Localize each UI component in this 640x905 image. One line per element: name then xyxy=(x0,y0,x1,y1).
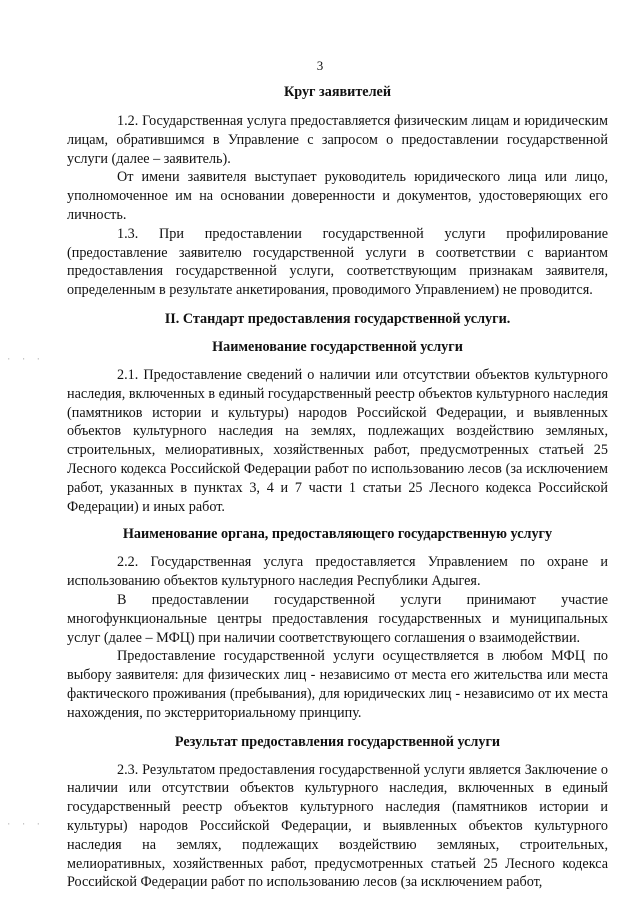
paragraph: 2.1. Предоставление сведений о наличии или отсутствии объектов культурного наследия, включенных в единый государственный реестр объектов культурного наследия (памятников истории и культуры) народов Российской Федерации, и выявленных объектов культурного наследия на землях, подлежащих воздействию земляных, строительных, мелиоративных, хозяйственных работ, предусмотренных статьей 25 Лесного кодекса Российской Федерации работ по использованию лесов (за исключением работ, указанных в пунктах 3, 4 и 7 части 1 статьи 25 Лесного кодекса Российской Федерации) и иных работ. xyxy=(67,366,608,515)
scan-noise: · · · xyxy=(6,820,44,830)
chapter-heading-standard: II. Стандарт предоставления государственной услуги. xyxy=(164,310,511,327)
paragraph: 1.2. Государственная услуга предоставляется физическим лицам и юридическим лицам, обратившимся в Управление с запросом о предоставлении государственной услуги (далее – заявитель). xyxy=(67,113,608,167)
paragraph: 2.2. Государственная услуга предоставляется Управлением по охране и использованию объектов культурного наследия Республики Адыгея. xyxy=(67,554,608,590)
section-heading-authority: Наименование органа, предоставляющего государственную услугу xyxy=(122,526,553,543)
paragraph: 2.3. Результатом предоставления государственной услуги является Заключение о наличии или отсутствии объектов культурного наследия, включенных в единый государственный реестр объектов культурного наследия (памятников истории и культуры) народов Российской Федерации, и выявленных объектов культурного наследия на землях, подлежащих воздействию земляных, строительных, мелиоративных, хозяйственных работ, предусмотренных статьей 25 Лесного кодекса Российской Федерации работ по использованию лесов (за исключением работ, xyxy=(67,761,608,891)
scan-noise: · · · xyxy=(6,355,44,365)
section-heading-applicants: Круг заявителей xyxy=(283,84,392,100)
paragraph: 1.3. При предоставлении государственной услуги профилирование (предоставление заявителю государственной услуги в соответствии с вариантом предоставления государственной услуги, соответствующим признакам заявителя, определенным в результате анкетирования, проводимого Управлением) не проводится. xyxy=(67,225,608,299)
section-heading-service-name: Наименование государственной услуги xyxy=(212,338,463,355)
section-heading-result: Результат предоставления государственной услуги xyxy=(174,733,501,750)
document-body xyxy=(67,83,608,892)
paragraph: Предоставление государственной услуги осуществляется в любом МФЦ по выбору заявителя: для физических лиц - независимо от места его жительства или места фактического проживания (пребывания), для юридических лиц - независимо от их места нахождения, по экстерриториальному принципу. xyxy=(67,648,608,721)
paragraph: В предоставлении государственной услуги принимают участие многофункциональные центры предоставления государственных и муниципальных услуг (далее – МФЦ) при наличии соответствующего соглашения о взаимодействии. xyxy=(67,591,608,646)
paragraph: От имени заявителя выступает руководитель юридического лица или лицо, уполномоченное им на основании доверенности и документов, удостоверяющих его личность. xyxy=(67,169,608,223)
page-number: 3 xyxy=(316,58,324,73)
